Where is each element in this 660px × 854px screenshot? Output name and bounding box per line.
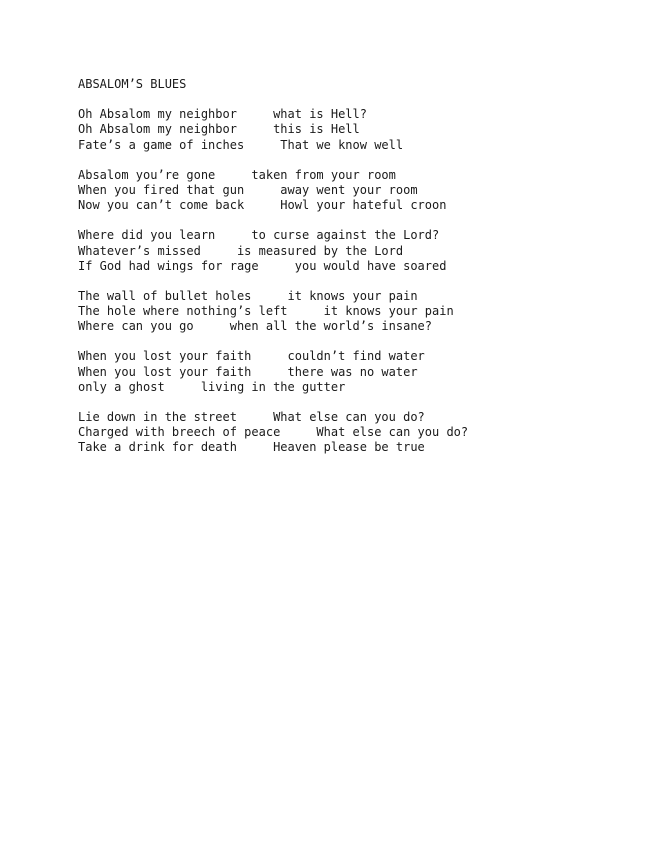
poem-line: Fate’s a game of inches That we know well: [78, 137, 404, 152]
poem-line: If God had wings for rage you would have soared: [78, 258, 447, 273]
poem-line: The wall of bullet holes it knows your pain: [78, 288, 418, 303]
poem-line: Absalom you’re gone taken from your room: [78, 167, 396, 182]
poem-body: [78, 77, 638, 471]
stanza-2: [78, 168, 638, 214]
poem-line: Lie down in the street What else can you do?: [78, 410, 425, 425]
poem-line: When you lost your faith couldn’t find water: [78, 349, 425, 364]
poem-line: Charged with breech of peace What else can you do?: [78, 425, 469, 440]
poem-line: only a ghost living in the gutter: [78, 379, 346, 394]
poem-line: When you lost your faith there was no water: [78, 364, 418, 379]
stanza-4: [78, 289, 638, 335]
poem-title: ABSALOM’S BLUES: [78, 77, 187, 91]
poem-line: The hole where nothing’s left it knows your pain: [78, 304, 454, 319]
poem-line: Oh Absalom my neighbor this is Hell: [78, 122, 360, 137]
poem-line: Where can you go when all the world’s insane?: [78, 319, 433, 334]
poem-line: Whatever’s missed is measured by the Lord: [78, 243, 404, 258]
poem-line: Oh Absalom my neighbor what is Hell?: [78, 107, 367, 122]
stanza-6: [78, 410, 638, 456]
poem-line: Where did you learn to curse against the Lord?: [78, 228, 440, 243]
stanza-5: [78, 349, 638, 395]
stanza-1: [78, 107, 638, 153]
poem-line: Now you can’t come back Howl your hateful croon: [78, 198, 447, 213]
poem-line: Take a drink for death Heaven please be true: [78, 440, 425, 455]
stanza-3: [78, 228, 638, 274]
poem-line: When you fired that gun away went your room: [78, 182, 418, 197]
